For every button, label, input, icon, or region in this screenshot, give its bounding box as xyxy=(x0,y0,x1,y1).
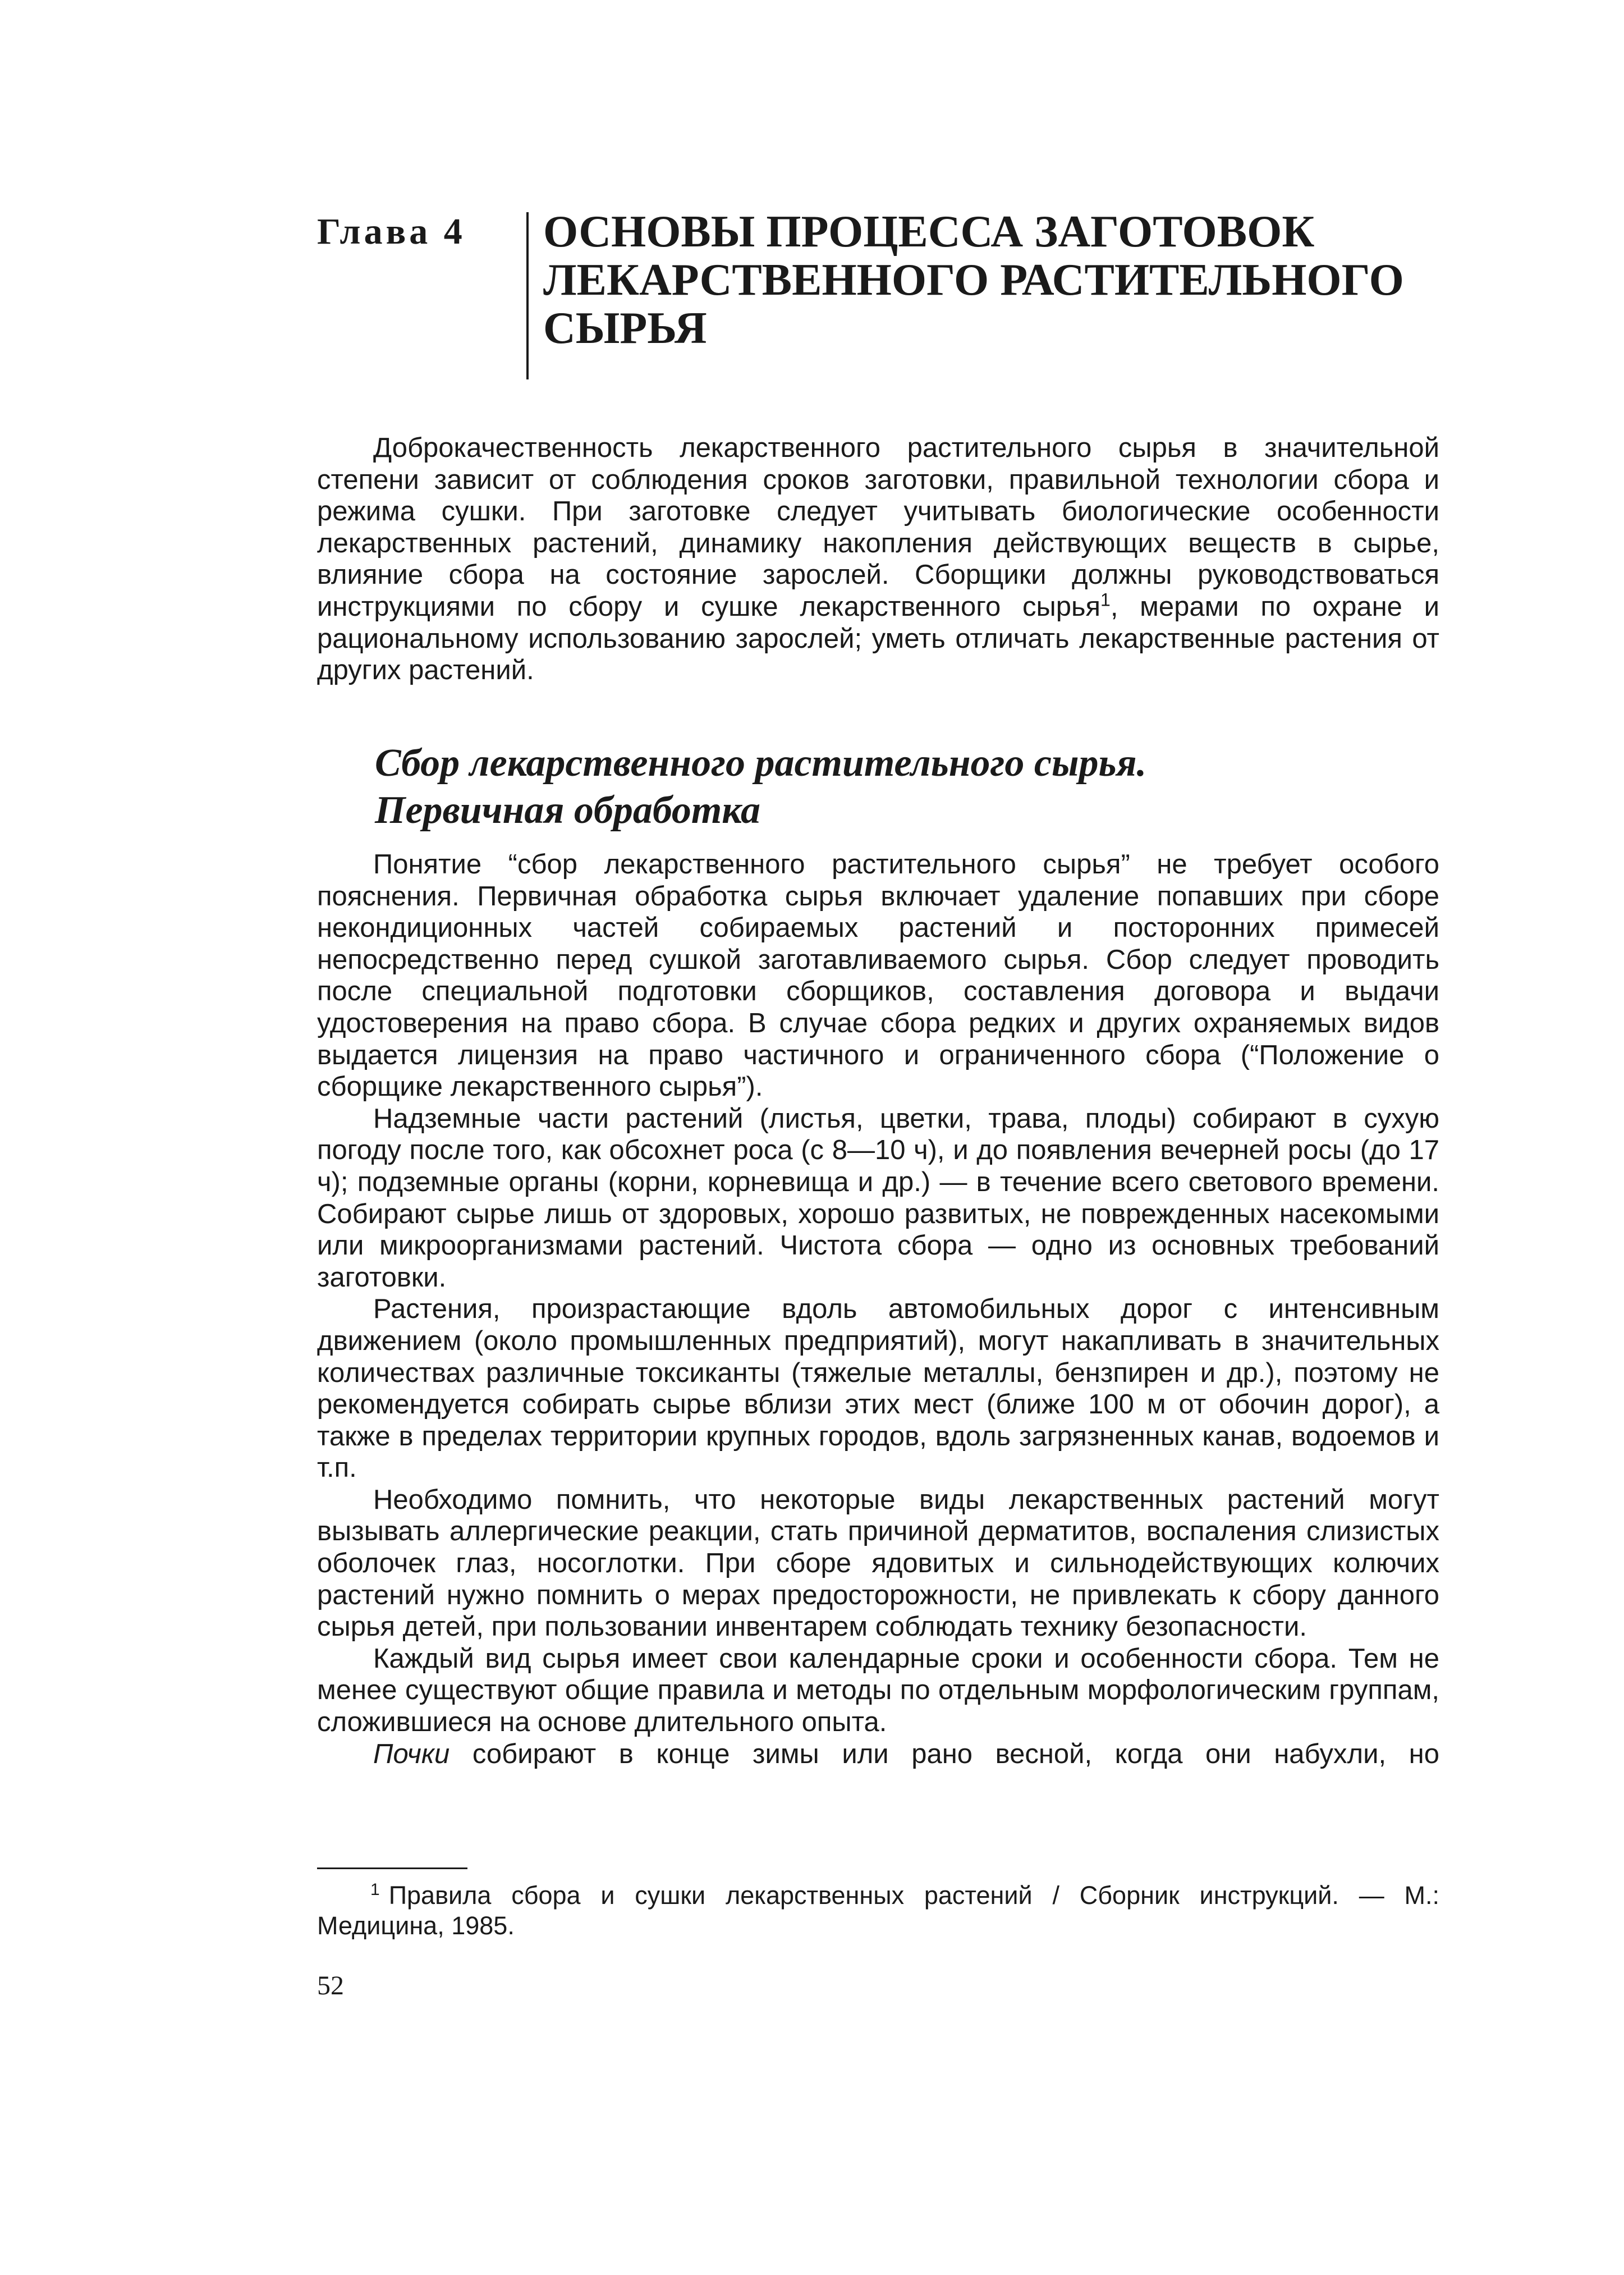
footnote-divider xyxy=(317,1867,467,1869)
paragraph: Необходимо помнить, что некоторые виды лекарственных растений могут вызывать аллергические реакции, стать причиной дерматитов, воспаления слизистых оболочек глаз, носоглотки. При сборе ядовитых и сильнодействующих колючих растений нужно помнить о мерах предосторожности, не привлекать к сбору данного сырья детей, при пользовании инвентарем соблюдать технику безопасности. xyxy=(317,1484,1439,1642)
paragraph: Понятие “сбор лекарственного растительного сырья” не требует особого пояснения. Первичная обработка сырья включает удаление попавших при сборе некондиционных частей собираемых растений и посторонних примесей непосредственно перед сушкой заготавливаемого сырья. Сбор следует проводить после специальной подготовки сборщиков, составления договора и выдачи удостоверения на право сбора. В случае сбора редких и других охраняемых видов выдается лицензия на право частичного и ограниченного сбора (“Положение о сборщике лекарственного сырья”). xyxy=(317,849,1439,1102)
chapter-title xyxy=(543,208,1497,353)
chapter-title-line: ЛЕКАРСТВЕННОГО РАСТИТЕЛЬНОГО xyxy=(543,255,1404,305)
intro-paragraph xyxy=(317,432,1439,686)
intro-text xyxy=(317,432,1439,686)
paragraph: Растения, произрастающие вдоль автомобильных дорог с интенсивным движением (около промышленных предприятий), могут накапливать в значительных количествах различные токсиканты (тяжелые металлы, бензпирен и др.), поэтому не рекомендуется собирать сырье вблизи этих мест (ближе 100 м от обочин дорог), а также в пределах территории крупных городов, вдоль загрязненных канав, водоемов и т.п. xyxy=(317,1294,1439,1484)
paragraph: Каждый вид сырья имеет свои календарные сроки и особенности сбора. Тем не менее существуют общие правила и методы по отдельным морфологическим группам, сложившиеся на основе длительного опыта. xyxy=(317,1643,1439,1738)
paragraph-text: собирают в конце зимы или рано весной, когда они набухли, но xyxy=(449,1738,1439,1769)
footnote-reference: 1 xyxy=(1100,589,1111,610)
footnote-text: Правила сбора и сушки лекарственных растений / Сборник инструкций. — М.: Медицина, 1985. xyxy=(317,1881,1439,1940)
section-heading-line: Сбор лекарственного растительного сырья. xyxy=(375,741,1147,785)
paragraph: Надземные части растений (листья, цветки, трава, плоды) собирают в сухую погоду после того, как обсохнет роса (с 8—10 ч), и до появления вечерней росы (до 17 ч); подземные органы (корни, корневища и др.) — в течение всего светового времени. Собирают сырье лишь от здоровых, хорошо развитых, не поврежденных насекомыми или микроорганизмами растений. Чистота сбора — одно из основных требований заготовки. xyxy=(317,1103,1439,1293)
section-body xyxy=(317,849,1439,1770)
italic-term: Почки xyxy=(373,1738,450,1769)
chapter-title-line: ОСНОВЫ ПРОЦЕССА ЗАГОТОВОК xyxy=(543,207,1315,257)
footnote xyxy=(317,1880,1439,1941)
footnote-mark: 1 xyxy=(370,1880,380,1899)
chapter-title-line: СЫРЬЯ xyxy=(543,304,707,353)
intro-text-part: , мерами по охране и рациональному использованию зарослей; уметь отличать лекарственные растения от других растений. xyxy=(317,591,1439,686)
page-number: 52 xyxy=(317,1971,344,2001)
section-heading xyxy=(375,740,1146,834)
chapter-label: Глава 4 xyxy=(317,211,466,252)
chapter-divider xyxy=(526,212,529,379)
paragraph xyxy=(317,1738,1439,1770)
footnote-paragraph xyxy=(317,1880,1439,1941)
intro-text-part: Доброкачественность лекарственного растительного сырья в значительной степени зависит от соблюдения сроков заготовки, правильной технологии сбора и режима сушки. При заготовке следует учитывать биологические особенности лекарственных растений, динамику накопления действующих веществ в сырье, влияние сбора на состояние зарослей. Сборщики должны руководствоваться инструкциями по сбору и сушке лекарственного сырья xyxy=(317,433,1439,622)
section-heading-line: Первичная обработка xyxy=(375,789,761,832)
